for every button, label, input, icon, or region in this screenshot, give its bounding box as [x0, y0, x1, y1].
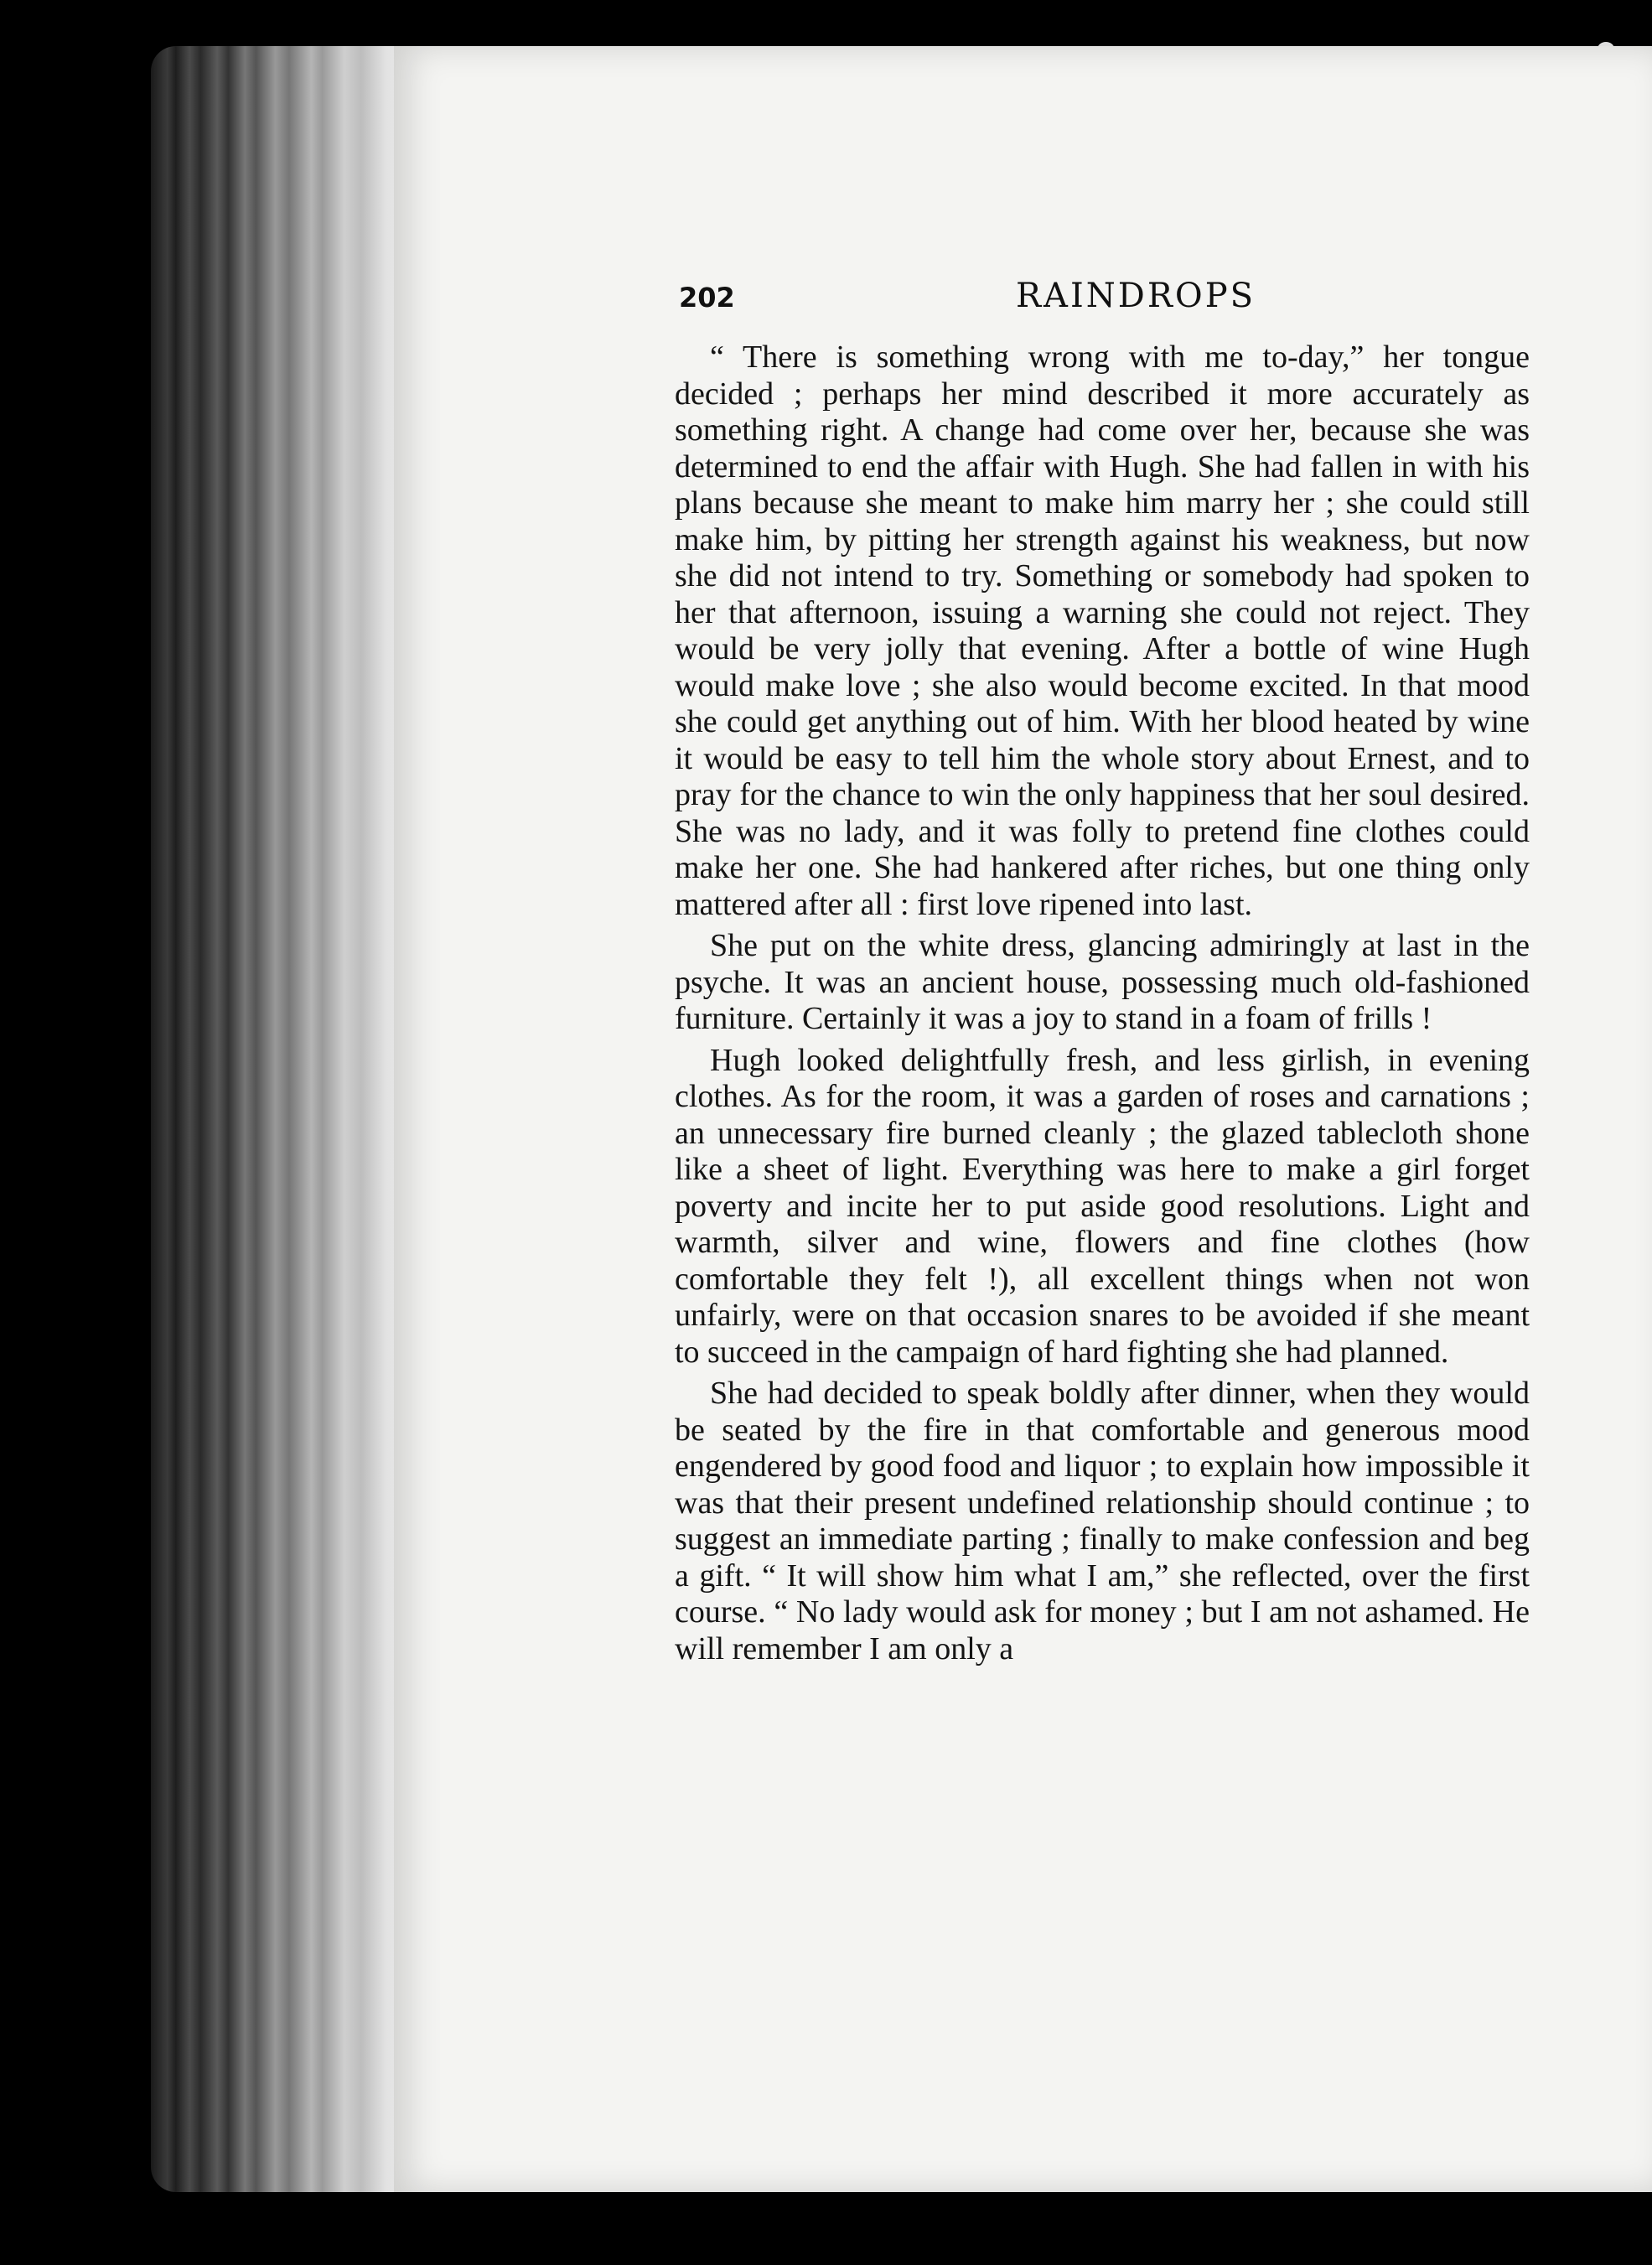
book-page — [394, 46, 1652, 2192]
page-header — [679, 277, 1525, 327]
paragraph: Hugh looked delightfully fresh, and less girlish, in evening clothes. As for the room, it was a garden of roses and carnations ; an unnecessary fire burned cleanly ; the glazed tablecloth shone like a sheet of light. Everything was here to make a girl forget poverty and incite her to put aside good resolutions. Light and warmth, silver and wine, flowers and fine clothes (how comfortable they felt !), all excellent things when not won unfairly, were on that occasion snares to be avoided if she meant to succeed in the campaign of hard fighting she had planned. — [675, 1042, 1530, 1370]
page-number: 202 — [679, 282, 735, 314]
paragraph: “ There is something wrong with me to-day,” her tongue decided ; perhaps her mind described it more accurately as something right. A change had come over her, because she was determined to end the affair with Hugh. She had fallen in with his plans because she meant to make him marry her ; she could still make him, by pitting her strength against his weakness, but now she did not intend to try. Something or somebody had spoken to her that afternoon, issuing a warning she could not reject. They would be very jolly that evening. After a bottle of wine Hugh would make love ; she also would become excited. In that mood she could get anything out of him. With her blood heated by wine it would be easy to tell him the whole story about Ernest, and to pray for the chance to win the only happiness that her soul desired. She was no lady, and it was folly to pretend fine clothes could make her one. She had hankered after riches, but one thing only mattered after all : first love ripened into last. — [675, 339, 1530, 922]
running-title: RAINDROPS — [1015, 277, 1256, 315]
body-text — [675, 339, 1530, 1672]
paragraph: She had decided to speak boldly after dinner, when they would be seated by the fire in that comfortable and generous mood engendered by good food and liquor ; to explain how impossible it was that their present undefined relationship should continue ; to suggest an immediate parting ; finally to make confession and beg a gift. “ It will show him what I am,” she reflected, over the first course. “ No lady would ask for money ; but I am not ashamed. He will remember I am only a — [675, 1376, 1530, 1666]
paragraph: She put on the white dress, glancing admiringly at last in the psyche. It was an ancient house, possessing much old-fashioned furniture. Certainly it was a joy to stand in a foam of frills ! — [675, 928, 1530, 1036]
book-page-edges — [151, 46, 427, 2192]
